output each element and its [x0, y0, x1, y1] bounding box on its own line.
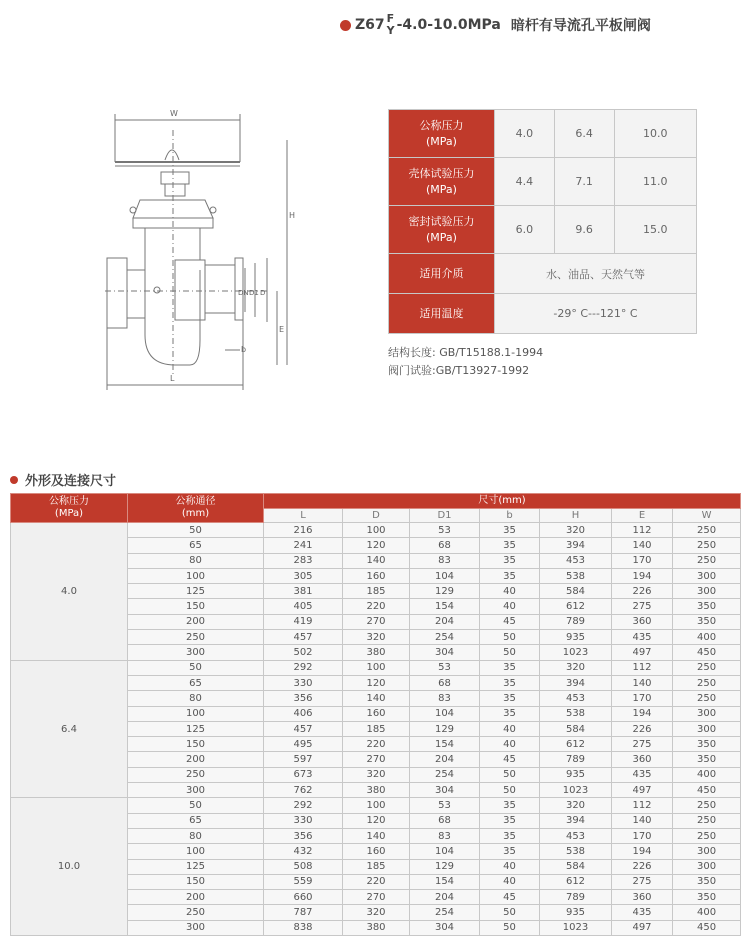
table-cell: 356: [264, 828, 343, 843]
table-cell: 68: [410, 813, 480, 828]
table-cell: 170: [612, 691, 673, 706]
table-cell: 50: [480, 645, 540, 660]
table-row: [11, 798, 741, 813]
table-cell: 226: [612, 721, 673, 736]
table-cell: 160: [343, 844, 410, 859]
table-cell: 787: [264, 905, 343, 920]
spec-medium-label: 适用介质: [389, 254, 495, 294]
table-cell: 150: [128, 874, 264, 889]
table-cell: 160: [343, 706, 410, 721]
table-cell: 194: [612, 568, 673, 583]
dimension-table: [10, 493, 741, 936]
page-title: [340, 10, 651, 40]
table-cell: 400: [673, 630, 741, 645]
table-cell: 300: [128, 783, 264, 798]
table-cell: 53: [410, 660, 480, 675]
table-cell: 838: [264, 920, 343, 935]
table-cell: 35: [480, 691, 540, 706]
table-cell: 50: [128, 660, 264, 675]
table-cell: 83: [410, 691, 480, 706]
col-header: H: [540, 509, 612, 523]
table-cell: 185: [343, 721, 410, 736]
table-cell: 254: [410, 767, 480, 782]
table-cell: 35: [480, 660, 540, 675]
spec-row-medium: [389, 254, 697, 294]
spec-medium-value: 水、油品、天然气等: [495, 254, 697, 294]
table-cell: 320: [540, 660, 612, 675]
table-cell: 330: [264, 675, 343, 690]
table-cell: 538: [540, 844, 612, 859]
table-cell: 35: [480, 798, 540, 813]
bullet-dot-icon: [10, 476, 18, 484]
spec-value: 7.1: [554, 158, 614, 206]
label-w: W: [170, 109, 178, 118]
table-cell: 292: [264, 798, 343, 813]
table-cell: 40: [480, 737, 540, 752]
table-cell: 50: [480, 920, 540, 935]
table-cell: 68: [410, 675, 480, 690]
table-cell: 673: [264, 767, 343, 782]
spec-value: 15.0: [614, 206, 696, 254]
standard-test: 阀门试验:GB/T13927-1992: [388, 364, 530, 377]
table-cell: 35: [480, 568, 540, 583]
table-cell: 457: [264, 630, 343, 645]
table-cell: 300: [673, 859, 741, 874]
table-cell: 304: [410, 645, 480, 660]
col-header: b: [480, 509, 540, 523]
table-cell: 120: [343, 538, 410, 553]
table-cell: 45: [480, 752, 540, 767]
table-cell: 241: [264, 538, 343, 553]
spec-temp-value: -29° C---121° C: [495, 294, 697, 334]
table-cell: 380: [343, 783, 410, 798]
spec-row-temp: [389, 294, 697, 334]
table-cell: 129: [410, 859, 480, 874]
table-cell: 250: [673, 523, 741, 538]
table-cell: 35: [480, 706, 540, 721]
table-cell: 360: [612, 614, 673, 629]
table-cell: 300: [673, 721, 741, 736]
table-cell: 204: [410, 752, 480, 767]
table-cell: 220: [343, 874, 410, 889]
table-cell: 270: [343, 752, 410, 767]
table-cell: 453: [540, 553, 612, 568]
table-cell: 435: [612, 630, 673, 645]
table-cell: 356: [264, 691, 343, 706]
spec-temp-label: 适用温度: [389, 294, 495, 334]
table-cell: 789: [540, 614, 612, 629]
table-cell: 68: [410, 538, 480, 553]
table-cell: 789: [540, 752, 612, 767]
table-cell: 150: [128, 737, 264, 752]
spec-value: 4.4: [495, 158, 555, 206]
table-cell: 140: [343, 553, 410, 568]
table-cell: 45: [480, 890, 540, 905]
table-cell: 320: [540, 523, 612, 538]
table-cell: 100: [343, 798, 410, 813]
table-cell: 350: [673, 874, 741, 889]
table-cell: 40: [480, 874, 540, 889]
table-cell: 400: [673, 767, 741, 782]
table-cell: 935: [540, 767, 612, 782]
table-cell: 1023: [540, 783, 612, 798]
table-cell: 125: [128, 584, 264, 599]
table-cell: 450: [673, 783, 741, 798]
label-h: H: [289, 211, 296, 220]
table-cell: 100: [128, 706, 264, 721]
spec-value: 9.6: [554, 206, 614, 254]
table-cell: 250: [673, 675, 741, 690]
table-cell: 216: [264, 523, 343, 538]
table-cell: 381: [264, 584, 343, 599]
table-cell: 125: [128, 721, 264, 736]
table-cell: 457: [264, 721, 343, 736]
table-cell: 502: [264, 645, 343, 660]
table-cell: 129: [410, 584, 480, 599]
table-cell: 432: [264, 844, 343, 859]
spec-row: [389, 110, 697, 158]
label-d: D: [260, 289, 266, 297]
table-cell: 140: [612, 675, 673, 690]
model-code: Z67: [355, 17, 385, 33]
table-cell: 275: [612, 874, 673, 889]
model-fy-stack: [387, 13, 395, 37]
table-cell: 300: [128, 920, 264, 935]
table-cell: 50: [480, 767, 540, 782]
table-cell: 419: [264, 614, 343, 629]
table-cell: 320: [343, 767, 410, 782]
spec-row-label: 壳体试验压力 (MPa): [389, 158, 495, 206]
header-pressure: 公称压力 (MPa): [11, 494, 128, 523]
table-cell: 360: [612, 752, 673, 767]
table-cell: 220: [343, 599, 410, 614]
table-cell: 250: [128, 630, 264, 645]
table-cell: 250: [673, 691, 741, 706]
model-f: F: [386, 12, 395, 25]
table-cell: 350: [673, 614, 741, 629]
col-header: E: [612, 509, 673, 523]
table-cell: 380: [343, 645, 410, 660]
table-cell: 194: [612, 844, 673, 859]
table-cell: 35: [480, 675, 540, 690]
table-cell: 435: [612, 905, 673, 920]
table-cell: 453: [540, 691, 612, 706]
table-cell: 35: [480, 553, 540, 568]
table-cell: 300: [673, 584, 741, 599]
table-cell: 80: [128, 691, 264, 706]
table-cell: 40: [480, 599, 540, 614]
table-cell: 220: [343, 737, 410, 752]
table-cell: 53: [410, 523, 480, 538]
table-cell: 538: [540, 706, 612, 721]
pressure-group-cell: 4.0: [11, 523, 128, 661]
table-cell: 40: [480, 859, 540, 874]
table-cell: 35: [480, 813, 540, 828]
table-cell: 154: [410, 599, 480, 614]
table-cell: 104: [410, 568, 480, 583]
table-cell: 40: [480, 721, 540, 736]
table-cell: 140: [612, 538, 673, 553]
table-cell: 350: [673, 890, 741, 905]
table-cell: 450: [673, 645, 741, 660]
table-cell: 275: [612, 599, 673, 614]
label-d1: D1: [249, 289, 259, 297]
table-cell: 508: [264, 859, 343, 874]
table-cell: 405: [264, 599, 343, 614]
table-cell: 170: [612, 553, 673, 568]
table-cell: 35: [480, 828, 540, 843]
table-cell: 83: [410, 828, 480, 843]
table-cell: 154: [410, 737, 480, 752]
table-cell: 612: [540, 737, 612, 752]
spec-row: [389, 158, 697, 206]
table-cell: 762: [264, 783, 343, 798]
table-cell: 160: [343, 568, 410, 583]
table-cell: 65: [128, 813, 264, 828]
table-cell: 300: [673, 844, 741, 859]
table-cell: 584: [540, 859, 612, 874]
table-cell: 1023: [540, 645, 612, 660]
table-cell: 65: [128, 675, 264, 690]
spec-value: 4.0: [495, 110, 555, 158]
table-cell: 204: [410, 614, 480, 629]
table-cell: 497: [612, 783, 673, 798]
header-size: 尺寸(mm): [264, 494, 741, 509]
label-b: b: [241, 345, 247, 354]
spec-value: 6.4: [554, 110, 614, 158]
table-cell: 497: [612, 645, 673, 660]
table-cell: 35: [480, 538, 540, 553]
table-cell: 185: [343, 584, 410, 599]
table-cell: 406: [264, 706, 343, 721]
table-cell: 254: [410, 905, 480, 920]
table-cell: 250: [673, 660, 741, 675]
table-cell: 154: [410, 874, 480, 889]
table-cell: 350: [673, 737, 741, 752]
standard-length: 结构长度: GB/T15188.1-1994: [388, 346, 544, 359]
col-header: L: [264, 509, 343, 523]
table-cell: 275: [612, 737, 673, 752]
table-cell: 112: [612, 798, 673, 813]
spec-value: 11.0: [614, 158, 696, 206]
table-cell: 226: [612, 584, 673, 599]
table-cell: 200: [128, 890, 264, 905]
label-l: L: [170, 374, 175, 383]
table-cell: 150: [128, 599, 264, 614]
table-cell: 65: [128, 538, 264, 553]
col-header: W: [673, 509, 741, 523]
table-cell: 305: [264, 568, 343, 583]
table-cell: 435: [612, 767, 673, 782]
table-cell: 204: [410, 890, 480, 905]
table-cell: 50: [480, 630, 540, 645]
section-title: [10, 470, 116, 489]
table-cell: 100: [128, 568, 264, 583]
table-cell: 170: [612, 828, 673, 843]
table-cell: 125: [128, 859, 264, 874]
table-row: [11, 523, 741, 538]
table-cell: 45: [480, 614, 540, 629]
table-cell: 789: [540, 890, 612, 905]
table-cell: 200: [128, 752, 264, 767]
table-cell: 453: [540, 828, 612, 843]
table-cell: 104: [410, 844, 480, 859]
table-cell: 270: [343, 614, 410, 629]
table-cell: 320: [540, 798, 612, 813]
table-cell: 320: [343, 905, 410, 920]
bullet-dot-icon: [340, 20, 351, 31]
table-cell: 140: [343, 691, 410, 706]
col-header: D1: [410, 509, 480, 523]
table-cell: 250: [128, 905, 264, 920]
table-cell: 300: [673, 568, 741, 583]
table-cell: 35: [480, 523, 540, 538]
table-cell: 330: [264, 813, 343, 828]
table-cell: 83: [410, 553, 480, 568]
gate-valve-drawing: [95, 100, 305, 395]
table-cell: 350: [673, 599, 741, 614]
table-cell: 612: [540, 599, 612, 614]
table-cell: 497: [612, 920, 673, 935]
table-cell: 394: [540, 675, 612, 690]
table-cell: 40: [480, 584, 540, 599]
table-cell: 50: [128, 523, 264, 538]
table-cell: 100: [343, 660, 410, 675]
table-cell: 140: [612, 813, 673, 828]
label-e: E: [279, 325, 285, 334]
table-cell: 35: [480, 844, 540, 859]
table-cell: 112: [612, 660, 673, 675]
table-cell: 495: [264, 737, 343, 752]
table-cell: 612: [540, 874, 612, 889]
table-cell: 300: [128, 645, 264, 660]
table-cell: 120: [343, 813, 410, 828]
table-row: [11, 660, 741, 675]
table-cell: 80: [128, 828, 264, 843]
table-cell: 250: [673, 553, 741, 568]
model-pressure: -4.0-10.0MPa: [396, 17, 501, 33]
table-cell: 185: [343, 859, 410, 874]
pressure-group-cell: 10.0: [11, 798, 128, 936]
table-cell: 394: [540, 538, 612, 553]
table-cell: 50: [480, 783, 540, 798]
table-cell: 250: [128, 767, 264, 782]
spec-row: [389, 206, 697, 254]
table-cell: 129: [410, 721, 480, 736]
spec-value: 6.0: [495, 206, 555, 254]
section-title-text: 外形及连接尺寸: [25, 474, 117, 489]
table-cell: 292: [264, 660, 343, 675]
table-cell: 320: [343, 630, 410, 645]
table-cell: 584: [540, 721, 612, 736]
table-cell: 283: [264, 553, 343, 568]
table-cell: 935: [540, 630, 612, 645]
table-cell: 559: [264, 874, 343, 889]
table-cell: 140: [343, 828, 410, 843]
table-cell: 100: [128, 844, 264, 859]
table-cell: 120: [343, 675, 410, 690]
table-cell: 400: [673, 905, 741, 920]
table-cell: 538: [540, 568, 612, 583]
table-cell: 380: [343, 920, 410, 935]
table-cell: 53: [410, 798, 480, 813]
table-cell: 935: [540, 905, 612, 920]
col-header: D: [343, 509, 410, 523]
table-cell: 300: [673, 706, 741, 721]
table-cell: 250: [673, 538, 741, 553]
header-dn: 公称通径 (mm): [128, 494, 264, 523]
table-cell: 100: [343, 523, 410, 538]
table-cell: 450: [673, 920, 741, 935]
spec-value: 10.0: [614, 110, 696, 158]
table-cell: 360: [612, 890, 673, 905]
table-cell: 254: [410, 630, 480, 645]
label-dn: DN: [238, 289, 249, 297]
table-cell: 394: [540, 813, 612, 828]
table-cell: 250: [673, 798, 741, 813]
table-cell: 304: [410, 920, 480, 935]
table-cell: 304: [410, 783, 480, 798]
spec-row-label: 公称压力 (MPa): [389, 110, 495, 158]
table-cell: 584: [540, 584, 612, 599]
table-cell: 80: [128, 553, 264, 568]
pressure-group-cell: 6.4: [11, 660, 128, 798]
table-cell: 112: [612, 523, 673, 538]
table-cell: 270: [343, 890, 410, 905]
spec-row-label: 密封试验压力 (MPa): [389, 206, 495, 254]
table-cell: 597: [264, 752, 343, 767]
table-cell: 104: [410, 706, 480, 721]
model-name: 暗杆有导流孔平板闸阀: [510, 18, 651, 34]
table-cell: 350: [673, 752, 741, 767]
table-cell: 50: [480, 905, 540, 920]
table-cell: 194: [612, 706, 673, 721]
table-cell: 660: [264, 890, 343, 905]
table-cell: 250: [673, 813, 741, 828]
table-cell: 1023: [540, 920, 612, 935]
table-cell: 50: [128, 798, 264, 813]
table-cell: 226: [612, 859, 673, 874]
table-cell: 200: [128, 614, 264, 629]
table-cell: 250: [673, 828, 741, 843]
model-y: Y: [386, 24, 395, 37]
spec-table: [388, 109, 697, 334]
